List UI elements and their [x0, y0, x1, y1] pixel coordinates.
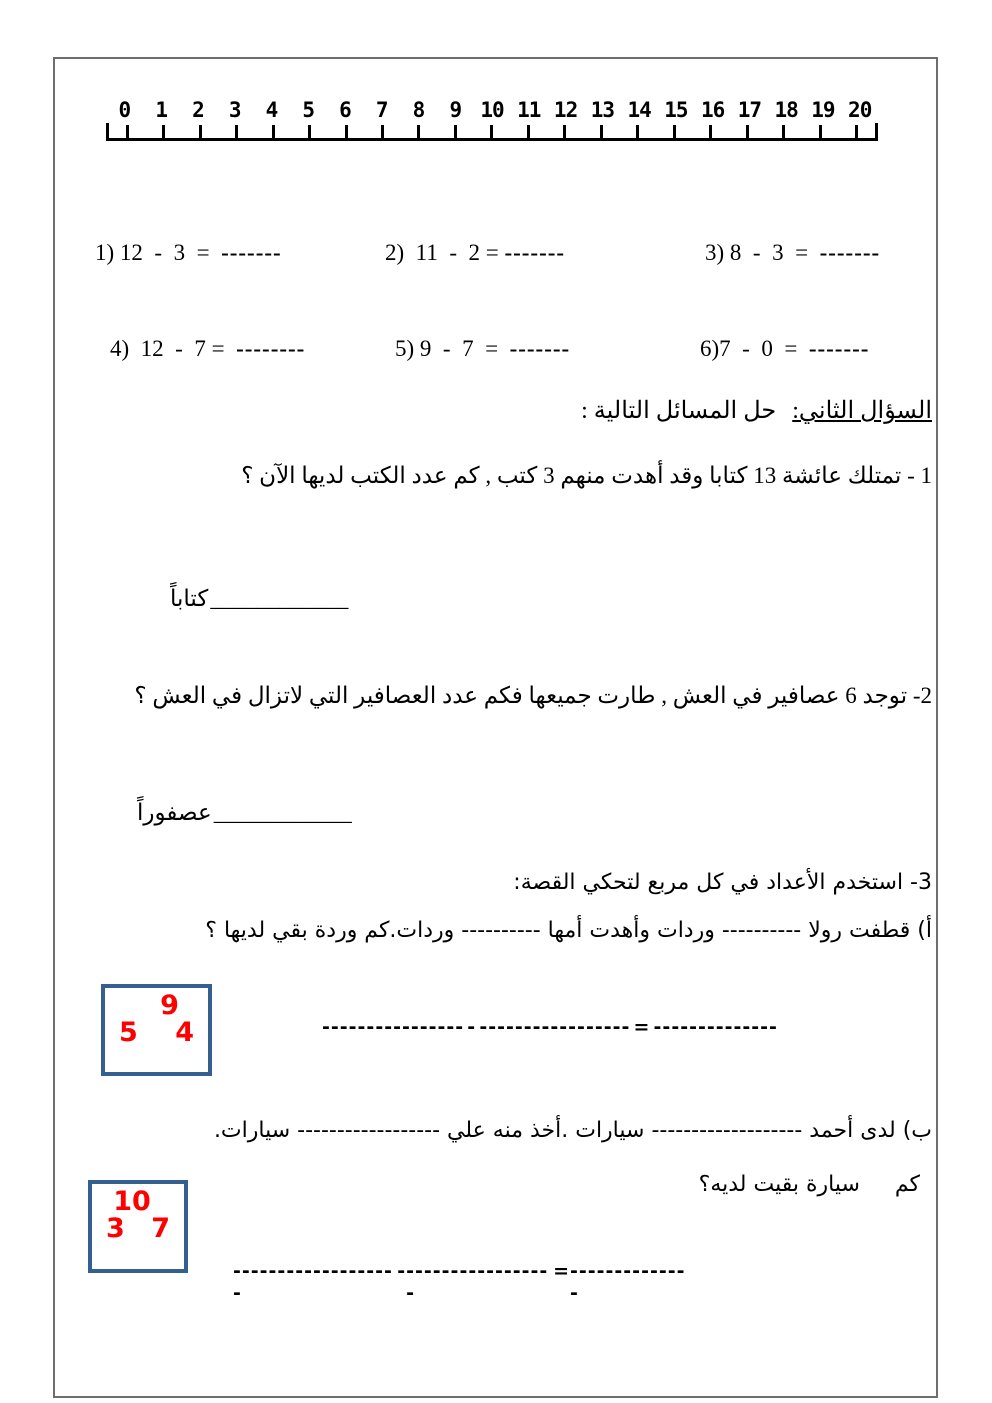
number-line-label: 5	[302, 98, 315, 122]
number-line-label: 19	[811, 98, 835, 122]
number-line-tick	[364, 123, 400, 138]
number-line-tick	[145, 123, 181, 138]
problem-6	[700, 336, 869, 362]
problem-expression: 12 - 7 =	[140, 336, 225, 361]
problem-number: 4)	[110, 336, 130, 361]
problem-2	[385, 240, 565, 266]
number-line-tick	[255, 123, 291, 138]
problem-number: 3)	[705, 240, 725, 265]
answer-blank-2: ____________	[213, 800, 352, 825]
section3-heading: 3- استخدم الأعداد في كل مربع لتحكي القصة:	[513, 870, 932, 895]
answer-line-1	[170, 586, 348, 612]
number-line-label: 10	[480, 98, 504, 122]
part-b-number-box	[88, 1180, 188, 1273]
answer-blank-1: ____________	[210, 586, 349, 611]
box-a-number-left: 5	[119, 1016, 138, 1048]
number-line-tick	[510, 123, 546, 138]
box-b-number-row	[92, 1214, 184, 1244]
number-line-tick	[693, 123, 729, 138]
part-b-question: كم سيارة بقيت لديه؟	[698, 1172, 920, 1197]
number-line-tick	[583, 123, 619, 138]
number-line-label: 2	[192, 98, 204, 122]
problem-5	[395, 336, 570, 362]
number-line-label: 4	[265, 98, 278, 122]
minus-sign: -	[467, 1016, 477, 1038]
number-line-label: 16	[700, 98, 725, 122]
number-line-tick	[802, 123, 838, 138]
number-line-label: 14	[627, 98, 651, 122]
answer-dashes: -------	[819, 240, 881, 265]
part-b-equation	[233, 1260, 691, 1304]
number-line-labels	[106, 98, 878, 122]
problem-number: 2)	[385, 240, 405, 265]
number-line-tick	[547, 123, 583, 138]
number-line-label: 3	[228, 98, 241, 122]
equals-sign: =	[553, 1260, 570, 1282]
part-a-text: أ) قطفت رولا ---------- وردات وأهدت أمها ---------- وردات.كم وردة بقي لديها ؟	[205, 918, 932, 943]
part-a-number-box	[101, 984, 212, 1076]
number-line-tick	[182, 123, 218, 138]
number-line-label: 20	[848, 98, 872, 122]
number-line-tick	[656, 123, 692, 138]
box-b-number-right: 7	[151, 1212, 170, 1244]
number-line-label: 15	[664, 98, 688, 122]
answer-unit-books: كتاباً	[170, 586, 209, 611]
number-line-tick	[620, 123, 656, 138]
number-line-label: 18	[774, 98, 798, 122]
problem-expression: 11 - 2 =	[415, 240, 499, 265]
problem-expression: 9 - 7 =	[419, 336, 499, 361]
section2-heading-rest: حل المسائل التالية :	[581, 398, 777, 424]
number-line-tick	[218, 123, 254, 138]
box-a-number-row	[105, 1018, 208, 1048]
number-line-label: 7	[375, 98, 388, 122]
box-a-number-right: 4	[175, 1016, 194, 1048]
number-line-tick	[765, 123, 801, 138]
equals-sign: =	[633, 1016, 651, 1038]
problem-number: 6)	[700, 336, 720, 361]
number-line-ruler	[106, 123, 878, 141]
problem-3	[705, 240, 880, 266]
answer-dashes: -------	[509, 336, 571, 361]
problem-number: 1)	[95, 240, 115, 265]
section2-heading	[581, 396, 932, 425]
number-line-tick	[729, 123, 765, 138]
number-line-tick	[401, 123, 437, 138]
equation-term1-dashes: ----------------	[322, 1016, 465, 1038]
part-a-equation	[322, 1016, 778, 1038]
answer-line-2	[137, 800, 352, 826]
answer-dashes: -------	[504, 240, 566, 265]
section2-heading-title: السؤال الثاني:	[792, 398, 932, 424]
number-line-tick	[328, 123, 364, 138]
number-line-label: 9	[449, 98, 462, 122]
box-b-number-top: 10	[113, 1186, 151, 1217]
word-problem-1: 1 - تمتلك عائشة 13 كتابا وقد أهدت منهم 3 كتب , كم عدد الكتب لديها الآن ؟	[241, 463, 932, 488]
number-line-label: 0	[118, 98, 131, 122]
number-line-label: 12	[553, 98, 578, 122]
number-line-tick	[838, 123, 874, 138]
problem-4	[110, 336, 305, 362]
answer-unit-birds: عصفوراً	[137, 800, 212, 825]
equation-term1-dashes: -------------------	[233, 1260, 393, 1304]
equation-result-dashes: --------------	[569, 1260, 686, 1304]
number-line-label: 8	[412, 98, 425, 122]
problem-expression: 7 - 0 =	[719, 336, 798, 361]
number-line-tick	[474, 123, 510, 138]
number-line-label: 17	[737, 98, 762, 122]
part-b-text: ب) لدى أحمد ------------------- سيارات .أخذ منه علي ------------------ سيارات.	[213, 1118, 932, 1143]
number-line-tick	[109, 123, 145, 138]
word-problem-2: 2- توجد 6 عصافير في العش , طارت جميعها فكم عدد العصافير التي لاتزال في العش ؟	[134, 683, 932, 708]
equation-term2-dashes: -----------------	[479, 1016, 631, 1038]
equation-result-dashes: --------------	[653, 1016, 778, 1038]
problem-number: 5)	[395, 336, 415, 361]
answer-dashes: -------	[221, 240, 282, 265]
number-line-label: 1	[155, 98, 167, 122]
box-a-number-top: 9	[160, 990, 179, 1021]
problem-expression: 12 - 3 =	[119, 240, 210, 265]
answer-dashes: --------	[236, 336, 306, 361]
answer-dashes: -------	[808, 336, 870, 361]
equation-term2-dashes: -----------------	[406, 1260, 549, 1304]
number-line-tick	[437, 123, 473, 138]
number-line	[106, 98, 878, 141]
minus-sign: -	[397, 1260, 407, 1282]
problem-1	[95, 240, 282, 266]
number-line-label: 13	[590, 98, 614, 122]
number-line-label: 6	[339, 98, 351, 122]
number-line-tick	[291, 123, 327, 138]
number-line-label: 11	[517, 98, 541, 122]
problem-expression: 8 - 3 =	[729, 240, 809, 265]
box-b-number-left: 3	[106, 1212, 125, 1244]
